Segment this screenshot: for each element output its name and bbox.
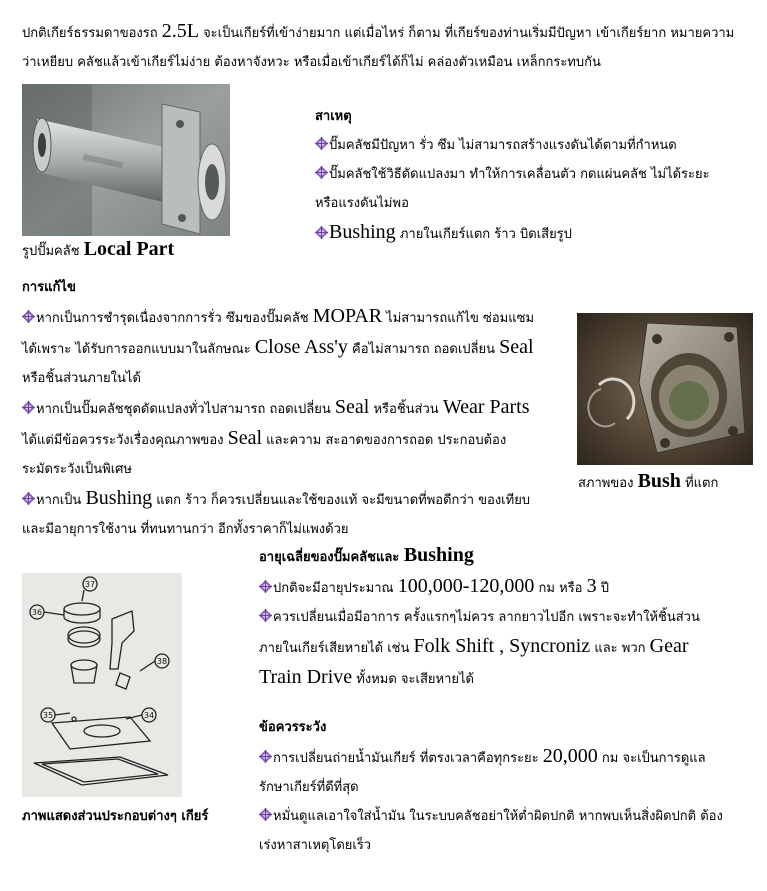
lifespan-km: 100,000-120,000 (397, 575, 535, 597)
diagram-caption: ภาพแสดงส่วนประกอบต่างๆ เกียร์ (22, 809, 209, 824)
lifespan-train-drive: Train Drive (259, 666, 353, 688)
diamond-bullet-icon (315, 137, 328, 150)
diamond-bullet-icon (22, 492, 35, 505)
fix-text: หากเป็นปั๊มคลัชชุดดัดแปลงทั่วไปสามารถ ถอดเปลี่ยน (36, 402, 335, 417)
diamond-bullet-icon (315, 166, 328, 179)
lifespan-text: กม หรือ (534, 581, 587, 596)
fix-heading: การแก้ไข (22, 280, 76, 295)
fix-text: หรือชิ้นส่วน (369, 402, 443, 417)
causes-section (315, 102, 755, 249)
diamond-bullet-icon (259, 808, 272, 821)
gearbox-parts-diagram (22, 573, 182, 797)
cause-item-3: ภายในเกียร์แตก ร้าว บิดเสียรูป (395, 227, 572, 242)
intro-paragraph (22, 17, 762, 77)
caution-text: รักษาเกียร์ที่ดีที่สุด (259, 780, 359, 795)
fix-text: ได้แต่มีข้อควรระวังเรื่องคุณภาพของ (22, 433, 228, 448)
fix-wear-parts: Wear Parts (442, 396, 530, 418)
intro-text: ปกติเกียร์ธรรมดาของรถ (22, 26, 162, 41)
fix-seal: Seal (227, 427, 263, 449)
intro-text-cont: จะเป็นเกียร์ที่เข้าง่ายมาก แต่เมื่อไหร่ ก็ตาม ที่เกียร์ของท่านเริ่มมีปัญหา เข้าเกียร์ยาก หมายความ (198, 26, 735, 41)
lifespan-bushing: Bushing (403, 544, 474, 566)
diagram-label: 34 (143, 711, 155, 720)
lifespan-text: ภายในเกียร์เสียหายได้ เช่น (259, 641, 414, 656)
caption-thai: สภาพของ (578, 476, 638, 491)
caution-text: หมั่นดูแลเอาใจใส่น้ำมัน ในระบบคลัชอย่าให้ต่ำผิดปกติ หากพบเห็นสิ่งผิดปกติ ต้อง (273, 809, 723, 824)
caution-heading: ข้อควรระวัง (259, 720, 327, 735)
caution-text: เร่งหาสาเหตุโดยเร็ว (259, 838, 372, 853)
fix-text: หรือชิ้นส่วนภายในได้ (22, 371, 141, 386)
diamond-bullet-icon (22, 401, 35, 414)
fix-text: หากเป็น (36, 493, 86, 508)
lifespan-section (259, 541, 764, 694)
lifespan-years: 3 (586, 575, 597, 597)
lifespan-text: ปกติจะมีอายุประมาณ (273, 581, 398, 596)
lifespan-text: ทั้งหมด จะเสียหายได้ (352, 672, 474, 687)
diamond-bullet-icon (315, 226, 328, 239)
caution-text: กม จะเป็นการดูแล (597, 751, 706, 766)
diagram-label: 37 (84, 580, 96, 589)
fix-text: คือไม่สามารถ ถอดเปลี่ยน (347, 342, 500, 357)
clutch-pump-photo (22, 84, 230, 236)
fix-bushing: Bushing (85, 487, 153, 509)
engine-size: 2.5L (161, 20, 199, 42)
caution-km: 20,000 (542, 745, 598, 767)
caution-section (259, 713, 764, 860)
cause-item-2: ปั๊มคลัชใช้วิธีดัดแปลงมา ทำให้การเคลื่อนตัว กดแผ่นคลัช ไม่ได้ระยะ (329, 167, 710, 182)
caption-bush: Bush (637, 470, 681, 492)
lifespan-text: ควรเปลี่ยนเมื่อมีอาการ ครั้งแรกๆไม่ควร ลากยาวไปอีก เพราะจะทำให้ชิ้นส่วน (273, 610, 700, 625)
fix-close-assy: Close Ass'y (254, 336, 348, 358)
diamond-bullet-icon (22, 310, 35, 323)
fix-text: ระมัดระวังเป็นพิเศษ (22, 462, 133, 477)
fix-text: และความ สะอาดของการถอด ประกอบต้อง (262, 433, 507, 448)
diagram-label: 35 (42, 711, 54, 720)
lifespan-text: และ พวก (590, 641, 650, 656)
lifespan-gear: Gear (649, 635, 689, 657)
caption-thai: รูปปั๊มคลัช (22, 244, 84, 259)
lifespan-text: ปี (596, 581, 610, 596)
broken-bush-caption (578, 470, 718, 493)
diagram-label: 36 (31, 608, 43, 617)
fix-seal: Seal (334, 396, 370, 418)
clutch-pump-caption (22, 238, 174, 261)
fix-section (22, 273, 582, 544)
causes-heading: สาเหตุ (315, 109, 352, 124)
lifespan-parts: Folk Shift , Syncroniz (413, 635, 591, 657)
intro-line2: ว่าเหยียบ คลัชแล้วเข้าเกียร์ไม่ง่าย ต้องหาจังหวะ หรือเมื่อเข้าเกียร์ได้ก็ไม่ คล่องตัวเหมือน เหล็กกระทบกัน (22, 55, 601, 70)
fix-text: แตก ร้าว ก็ควรเปลี่ยนและใช้ของแท้ จะมีขนาดที่พอดีกว่า ของเทียบ (152, 493, 531, 508)
cause-item-1: ปั๊มคลัชมีปัญหา รั่ว ซึม ไม่สามารถสร้างแรงดันได้ตามที่กำหนด (329, 138, 677, 153)
fix-seal: Seal (499, 336, 534, 358)
diamond-bullet-icon (259, 609, 272, 622)
diamond-bullet-icon (259, 580, 272, 593)
cause-item-2-cont: หรือแรงดันไม่พอ (315, 196, 409, 211)
lifespan-heading: อายุเฉลี่ยของปั๊มคลัชและ (259, 550, 404, 565)
fix-mopar: MOPAR (312, 305, 383, 327)
diamond-bullet-icon (259, 750, 272, 763)
caption-local-part: Local Part (83, 238, 175, 260)
fix-text: หากเป็นการชำรุดเนื่องจากการรั่ว ซึมของปั๊มคลัช (36, 311, 313, 326)
fix-text: และมีอายุการใช้งาน ที่ทนทานกว่า อีกทั้งราคาก็ไม่แพงด้วย (22, 522, 349, 537)
caption-thai: ที่แตก (680, 476, 719, 491)
caution-text: การเปลี่ยนถ่ายน้ำมันเกียร์ ที่ตรงเวลาคือทุกระยะ (273, 751, 543, 766)
broken-bush-photo (577, 313, 753, 465)
fix-text: ได้เพราะ ได้รับการออกแบบมาในลักษณะ (22, 342, 255, 357)
fix-text: ไม่สามารถแก้ไข ซ่อมแซม (382, 311, 535, 326)
diagram-label: 38 (156, 657, 168, 666)
cause-bushing: Bushing (329, 221, 396, 243)
